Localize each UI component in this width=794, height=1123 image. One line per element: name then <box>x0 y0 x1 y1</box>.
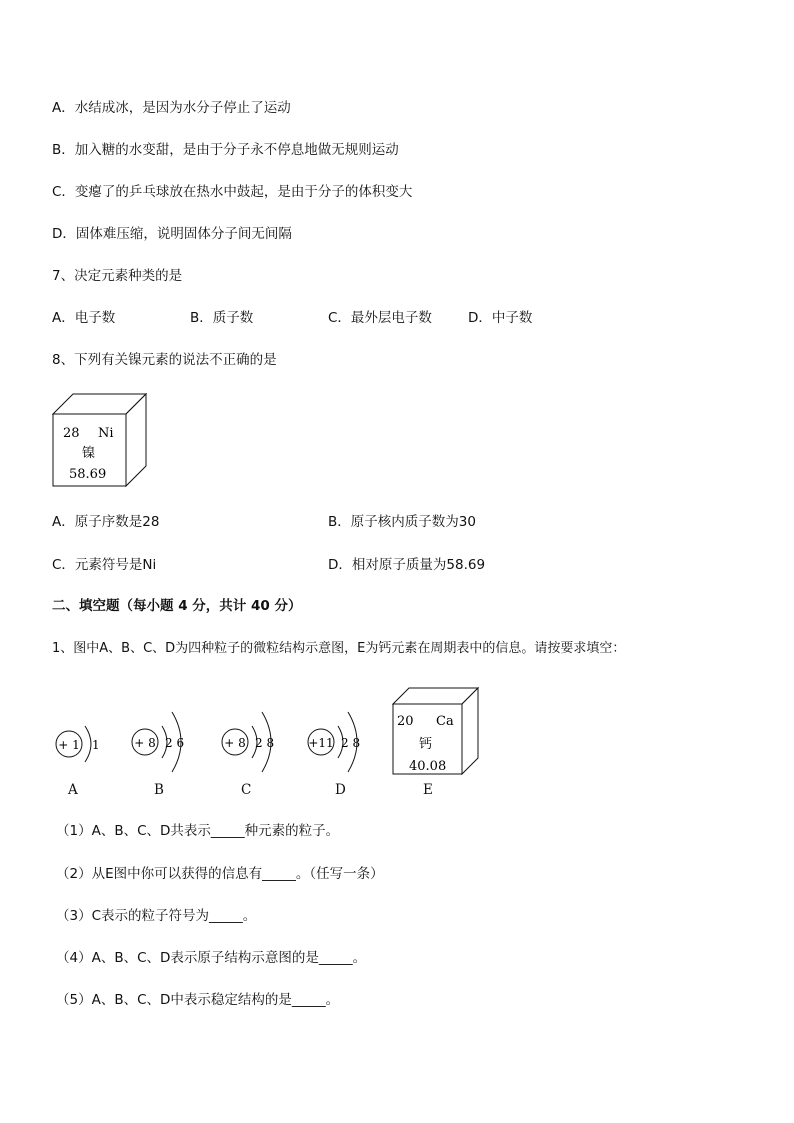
atom-a-nucleus: + 1 <box>58 738 80 752</box>
fill1-subquestion-5: （5）A、B、C、D中表示稳定结构的是_____。 <box>56 992 340 1008</box>
atom-diagram-a <box>52 718 112 768</box>
fill1-subquestion-2: （2）从E图中你可以获得的信息有_____。（任写一条） <box>56 866 384 882</box>
atom-b-label: B <box>154 782 164 798</box>
atom-diagram-b <box>128 706 200 774</box>
fill1-stem: 1、图中A、B、C、D为四种粒子的微粒结构示意图，E为钙元素在周期表中的信息。请按要求填空： <box>52 641 626 656</box>
fill1-subquestion-3: （3）C表示的粒子符号为_____。 <box>56 908 257 924</box>
q8-option-b: B．原子核内质子数为30 <box>328 514 476 530</box>
q7-stem: 7、决定元素种类的是 <box>52 268 183 284</box>
q7-option-c: C．最外层电子数 <box>328 310 432 326</box>
atom-d-label: D <box>335 782 346 798</box>
atom-c-nucleus: + 8 <box>224 736 246 750</box>
element-e-label: E <box>423 782 433 798</box>
q6-option-b: B．加入糖的水变甜，是由于分子永不停息地做无规则运动 <box>52 142 399 158</box>
atom-c-shells: 2 8 <box>255 736 275 750</box>
calcium-element-cube <box>390 686 482 776</box>
fill1-subquestion-4: （4）A、B、C、D表示原子结构示意图的是_____。 <box>56 950 367 966</box>
q7-option-b: B．质子数 <box>190 310 254 326</box>
calcium-symbol: Ca <box>436 714 454 729</box>
calcium-name: 钙 <box>419 737 433 752</box>
q8-option-a: A．原子序数是28 <box>52 514 160 530</box>
section-title: 二、填空题（每小题 4 分，共计 40 分） <box>52 598 302 614</box>
atom-d-shells: 2 8 <box>341 736 361 750</box>
fill1-subquestion-1: （1）A、B、C、D共表示_____种元素的粒子。 <box>56 823 340 839</box>
q8-option-c: C．元素符号是Ni <box>52 557 157 573</box>
q8-stem: 8、下列有关镍元素的说法不正确的是 <box>52 352 277 368</box>
nickel-symbol: Ni <box>98 426 114 441</box>
atom-c-label: C <box>241 782 252 798</box>
atom-diagram-c <box>218 706 290 774</box>
q6-option-a: A．水结成冰，是因为水分子停止了运动 <box>52 100 291 116</box>
q7-option-a: A．电子数 <box>52 310 116 326</box>
atom-a-label: A <box>68 782 78 798</box>
atom-b-shells: 2 6 <box>165 736 185 750</box>
atom-a-shells: 1 <box>92 738 100 752</box>
q6-option-c: C．变瘪了的乒乓球放在热水中鼓起，是由于分子的体积变大 <box>52 184 413 200</box>
q8-option-d: D．相对原子质量为58.69 <box>328 557 486 573</box>
nickel-mass: 58.69 <box>69 467 107 482</box>
q6-option-d: D．固体难压缩，说明固体分子间无间隔 <box>52 226 292 242</box>
atom-diagram-d <box>304 706 376 774</box>
calcium-mass: 40.08 <box>409 759 447 774</box>
nickel-atomic-number: 28 <box>63 426 80 441</box>
atom-b-nucleus: + 8 <box>134 736 156 750</box>
atom-d-nucleus: +11 <box>308 736 334 750</box>
nickel-element-cube <box>50 392 150 490</box>
q7-option-d: D．中子数 <box>468 310 533 326</box>
calcium-atomic-number: 20 <box>397 714 414 729</box>
nickel-name: 镍 <box>82 446 96 461</box>
